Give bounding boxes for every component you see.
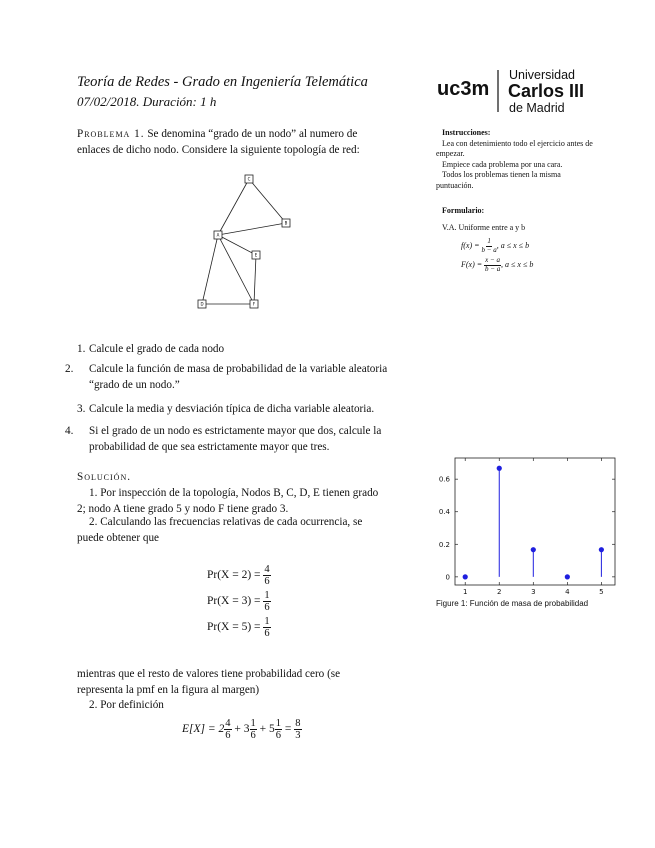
formula-cdf: F(x) = $\frac{x - a}{b - a}$ , a ≤ x ≤ b <box>461 256 534 273</box>
formula-pdf: f(x) = $\frac{1}{b - a}$ , a ≤ x ≤ b <box>461 237 530 254</box>
x-tick-label: 5 <box>599 588 604 596</box>
svg-text:F: F <box>252 301 256 307</box>
exam-date: 07/02/2018. Duración: 1 h <box>77 94 217 109</box>
node-c <box>245 175 253 183</box>
svg-text:C: C <box>247 176 251 182</box>
svg-text:B: B <box>284 220 288 226</box>
network-topology <box>190 168 300 313</box>
x-tick-label: 1 <box>462 588 468 596</box>
node-b <box>282 219 290 227</box>
node-f <box>250 300 258 308</box>
node-a <box>214 231 222 239</box>
solution-p1: 1. Por inspección de la topología, Nodos B, C, D, E tienen grado 2; nodo A tiene grado 5 y nodo F tiene grado 3. <box>77 487 379 515</box>
question-3: 3. Calcule la media y desviación típica de dicha variable aleatoria. <box>77 403 375 415</box>
solution-p3: mientras que el resto de valores tiene probabilidad cero (se representa la pmf en la figura al margen) <box>77 668 341 696</box>
problem-text: Se denomina “grado de un nodo” al numero de enlaces de dicho nodo. Considere la siguiente topología de red: <box>77 128 360 156</box>
solution-p2: 2. Calculando las frecuencias relativas de cada ocurrencia, se puede obtener que <box>77 516 363 544</box>
logo-short: uc3m <box>437 78 490 100</box>
equation-mean: E[X] = 2 $\frac{4}{6}$ + 3 $\frac{1}{6}$ + 5 $\frac{1}{6}$ = $\frac{8}{3}$ <box>182 718 301 741</box>
equation-pr3: Pr(X = 3) = $\frac{1}{6}$ <box>207 590 270 613</box>
svg-text:A: A <box>216 232 220 238</box>
stem-marker <box>599 547 604 552</box>
plot-frame <box>455 458 615 585</box>
logo-line1: Universidad <box>509 68 576 82</box>
solution-p4: 2. Por definición <box>89 699 164 711</box>
uc3m-logo <box>437 66 593 114</box>
figure-caption: Figure 1: Función de masa de probabilidad <box>436 599 589 608</box>
node-d <box>198 300 206 308</box>
logo-line2: Carlos III <box>508 81 585 101</box>
svg-text:D: D <box>200 301 204 307</box>
instructions-block: Instrucciones: Lea con detenimiento todo el ejercicio antes de empezar. Empiece cada problema por una cara. Todos los problemas tienen la misma puntuación. <box>436 128 593 190</box>
x-tick-label: 4 <box>565 588 570 596</box>
y-tick-label: 0.6 <box>438 475 450 484</box>
svg-text:E: E <box>254 252 258 258</box>
stem-marker <box>463 574 468 579</box>
equation-pr5: Pr(X = 5) = $\frac{1}{6}$ <box>207 616 270 639</box>
equation-pr2: Pr(X = 2) = $\frac{4}{6}$ <box>207 564 270 587</box>
y-tick-label: 0 <box>445 573 450 582</box>
stem-marker <box>565 574 570 579</box>
question-2: 2. Calcule la función de masa de probabilidad de la variable aleatoria “grado de un nodo.” <box>65 363 388 391</box>
problem-label: Problema 1. <box>77 128 145 140</box>
x-tick-label: 3 <box>531 588 536 596</box>
logo-line3: de Madrid <box>509 101 565 114</box>
question-1: 1. Calcule el grado de cada nodo <box>77 343 225 355</box>
formulario-block: Formulario: V.A. Uniforme entre a y b f(x) = $\frac{1}{b - a}$ , a ≤ x ≤ b F(x) = $\frac{x - a}{b - a}$ , a ≤ x ≤ b <box>436 206 596 273</box>
question-4: 4. Si el grado de un nodo es estrictamente mayor que dos, calcule la probabilidad de que sea estrictamente mayor que tres. <box>65 425 382 453</box>
x-tick-label: 2 <box>497 588 502 596</box>
y-tick-label: 0.2 <box>438 540 450 549</box>
problem-statement <box>77 127 387 158</box>
stem-marker <box>531 547 536 552</box>
y-tick-label: 0.4 <box>438 508 450 517</box>
stem-marker <box>497 466 502 471</box>
solution-heading: Solución. <box>77 471 132 483</box>
node-e <box>252 251 260 259</box>
pmf-chart <box>425 452 620 602</box>
page-title: Teoría de Redes - Grado en Ingeniería Telemática <box>77 74 368 90</box>
